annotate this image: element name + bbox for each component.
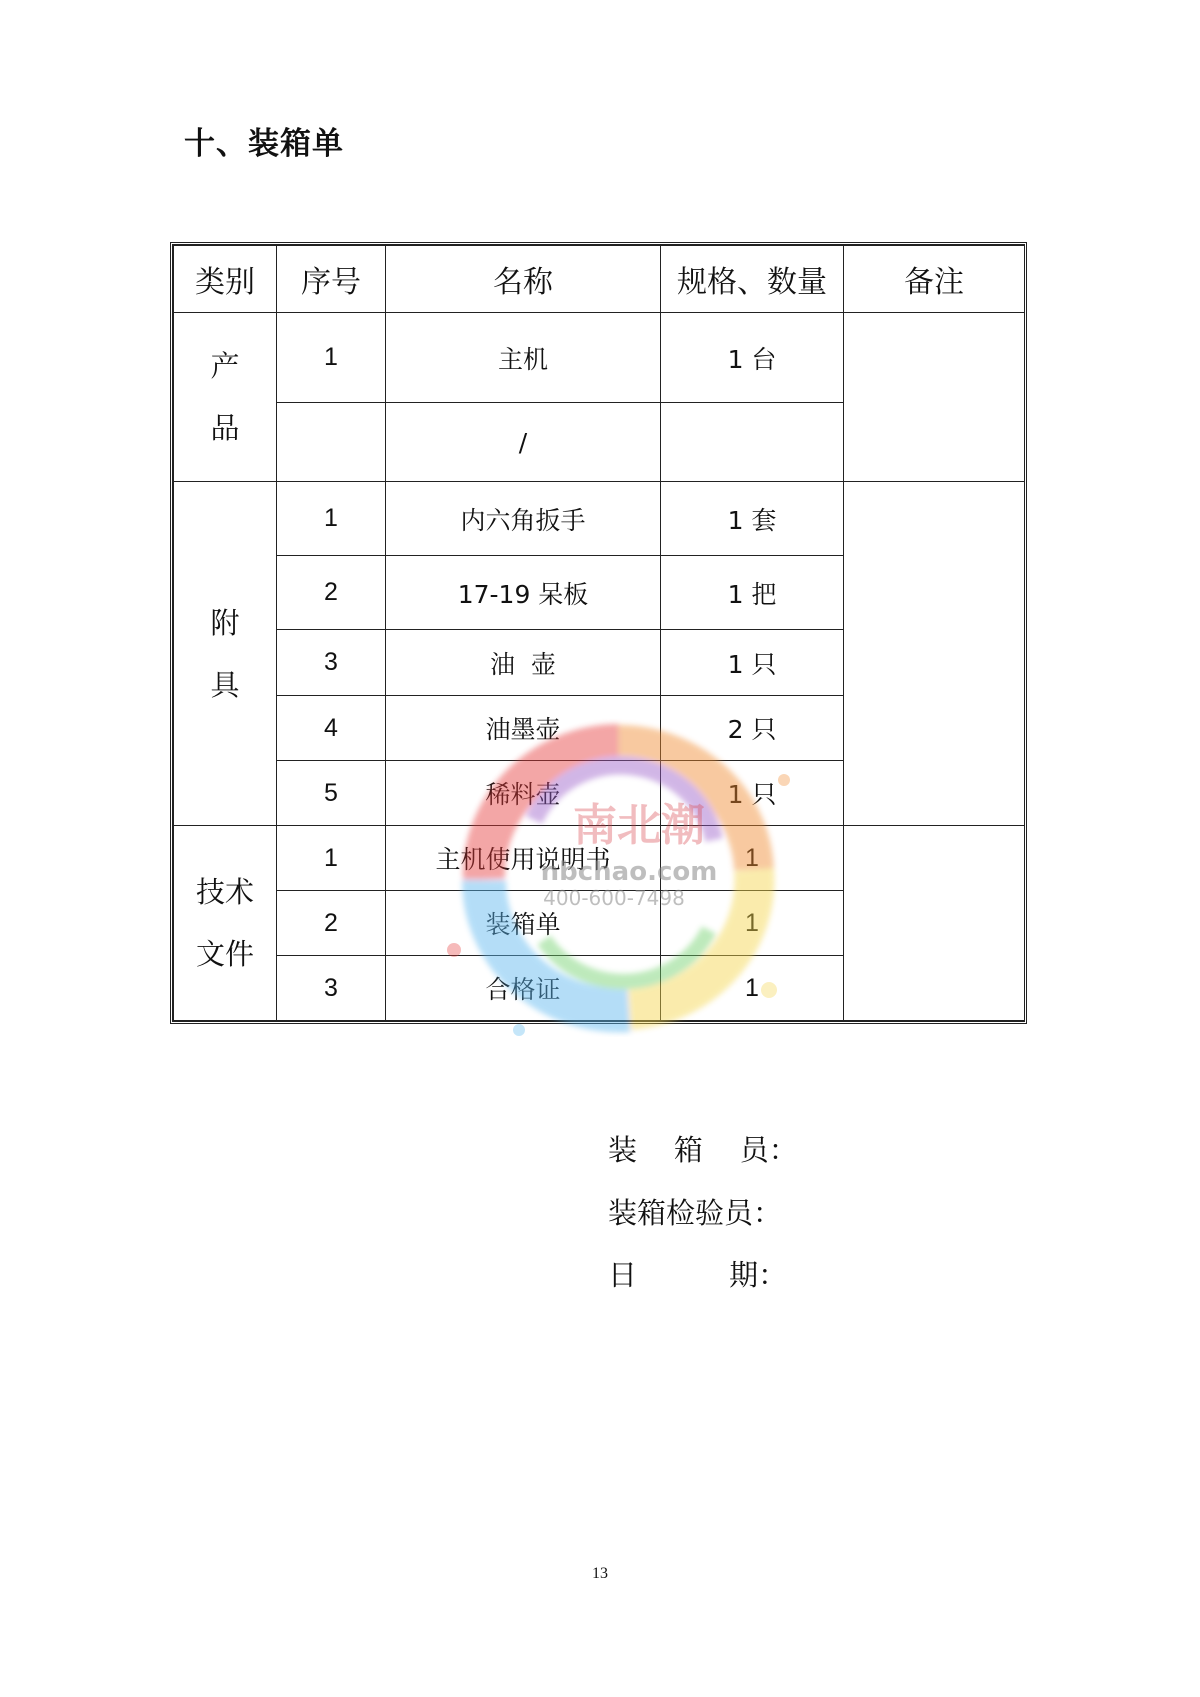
row-name: 装箱单 xyxy=(386,891,661,956)
table-row xyxy=(174,482,1025,556)
row-spec xyxy=(661,403,844,482)
row-number: 5 xyxy=(277,761,386,826)
row-spec: 1 套 xyxy=(661,482,844,556)
watermark-phone: 400-600-7498 xyxy=(543,886,685,910)
watermark-domain: nbchao.com xyxy=(540,857,718,887)
category-product: 产 品 xyxy=(174,313,277,482)
inspector-signature-label: 装箱检验员： xyxy=(608,1196,783,1230)
row-number: 1 xyxy=(277,826,386,891)
category-accessories: 附 具 xyxy=(174,482,277,826)
row-name: 合格证 xyxy=(386,956,661,1021)
row-name: 17-19 呆板 xyxy=(386,556,661,630)
table-row xyxy=(174,313,1025,403)
row-name: 油墨壶 xyxy=(386,696,661,761)
row-number: 4 xyxy=(277,696,386,761)
packing-list-table-frame xyxy=(170,242,1027,1024)
table-row xyxy=(174,826,1025,891)
packing-list-table xyxy=(173,245,1025,1021)
section-heading: 十、装箱单 xyxy=(184,126,344,162)
row-name: 主机 xyxy=(386,313,661,403)
row-number xyxy=(277,403,386,482)
row-spec: 1 台 xyxy=(661,313,844,403)
table-header-row xyxy=(174,246,1025,313)
row-spec: 1 只 xyxy=(661,761,844,826)
row-spec: 1 xyxy=(661,826,844,891)
page-number: 13 xyxy=(592,1565,608,1582)
header-name: 名称 xyxy=(386,246,661,313)
row-name: 稀料壶 xyxy=(386,761,661,826)
row-spec: 2 只 xyxy=(661,696,844,761)
row-name: / xyxy=(386,403,661,482)
remarks-product xyxy=(844,313,1025,482)
category-tech-docs: 技术 文件 xyxy=(174,826,277,1021)
row-name: 油 壶 xyxy=(386,630,661,696)
header-remarks: 备注 xyxy=(844,246,1025,313)
row-number: 1 xyxy=(277,482,386,556)
row-number: 3 xyxy=(277,956,386,1021)
watermark-brand: 南北潮 xyxy=(573,800,705,851)
row-spec: 1 xyxy=(661,891,844,956)
header-spec-qty: 规格、数量 xyxy=(661,246,844,313)
row-spec: 1 只 xyxy=(661,630,844,696)
packer-signature-label: 装 箱 员： xyxy=(608,1133,798,1167)
row-name: 内六角扳手 xyxy=(386,482,661,556)
header-category: 类别 xyxy=(174,246,277,313)
row-number: 1 xyxy=(277,313,386,403)
row-number: 2 xyxy=(277,556,386,630)
row-spec: 1 xyxy=(661,956,844,1021)
row-number: 2 xyxy=(277,891,386,956)
date-label: 日 期： xyxy=(608,1258,788,1292)
header-number: 序号 xyxy=(277,246,386,313)
remarks-tech-docs xyxy=(844,826,1025,1021)
remarks-accessories xyxy=(844,482,1025,826)
row-spec: 1 把 xyxy=(661,556,844,630)
row-name: 主机使用说明书 xyxy=(386,826,661,891)
row-number: 3 xyxy=(277,630,386,696)
